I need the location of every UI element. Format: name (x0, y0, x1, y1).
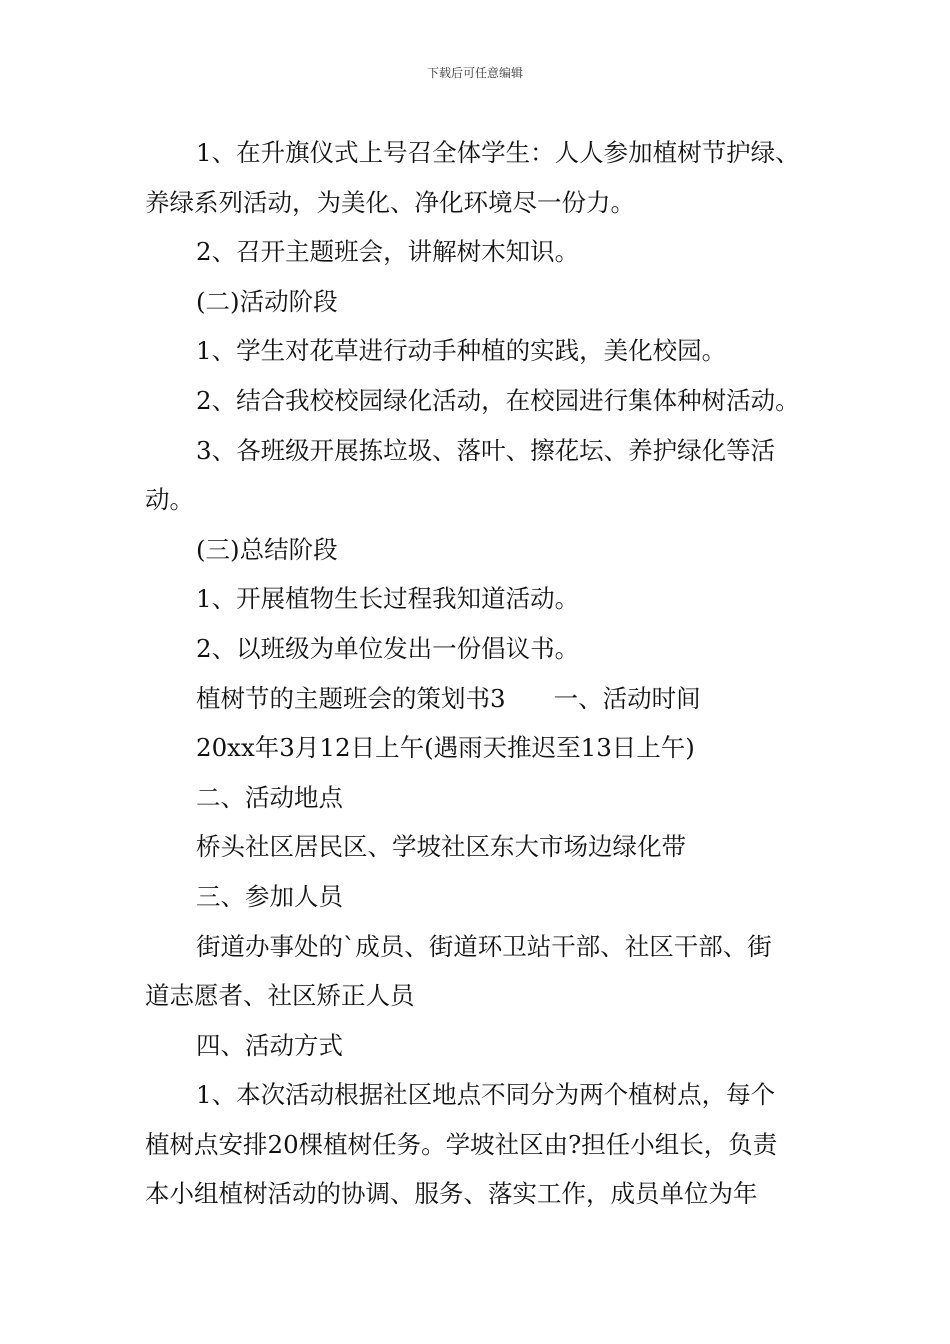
document-body (145, 128, 815, 1219)
section-heading: 三、参加人员 (196, 881, 343, 911)
paragraph-line: 3、各班级开展拣垃圾、落叶、擦花坛、养护绿化等活 (196, 435, 776, 465)
paragraph-line: 道志愿者、社区矫正人员 (145, 981, 415, 1011)
paragraph-line: 本小组植树活动的协调、服务、落实工作，成员单位为年 (145, 1179, 758, 1209)
section-heading: 一、活动时间 (553, 683, 701, 713)
paragraph-line: 20xx年3月12日上午(遇雨天推迟至13日上午) (196, 733, 695, 763)
paragraph-line: 2、以班级为单位发出一份倡议书。 (196, 633, 580, 663)
paragraph-line: 2、结合我校校园绿化活动，在校园进行集体种树活动。 (196, 385, 800, 415)
paragraph-line: 桥头社区居民区、学坡社区东大市场边绿化带 (196, 832, 686, 862)
section-heading: 二、活动地点 (196, 782, 343, 812)
paragraph-line: 1、开展植物生长过程我知道活动。 (196, 584, 580, 614)
paragraph-line: 1、学生对花草进行动手种植的实践，美化校园。 (196, 336, 727, 366)
paragraph-line: 养绿系列活动，为美化、净化环境尽一份力。 (145, 187, 635, 217)
paragraph-line: 2、召开主题班会，讲解树木知识。 (196, 237, 580, 267)
section-heading: 四、活动方式 (196, 1030, 343, 1060)
section-heading: (二)活动阶段 (196, 286, 338, 316)
paragraph-line: 1、本次活动根据社区地点不同分为两个植树点，每个 (196, 1080, 776, 1110)
paragraph-line: 植树点安排20棵植树任务。学坡社区由?担任小组长，负责 (145, 1129, 778, 1159)
document-title: 植树节的主题班会的策划书3 (196, 683, 506, 713)
paragraph-line: 动。 (145, 485, 194, 515)
page-header: 下载后可任意编辑 (426, 66, 523, 80)
document-title-line (145, 674, 815, 724)
paragraph-line: 街道办事处的`成员、街道环卫站干部、社区干部、街 (196, 931, 772, 961)
section-heading: (三)总结阶段 (196, 534, 338, 564)
paragraph-line: 1、在升旗仪式上号召全体学生：人人参加植树节护绿、 (196, 138, 800, 167)
